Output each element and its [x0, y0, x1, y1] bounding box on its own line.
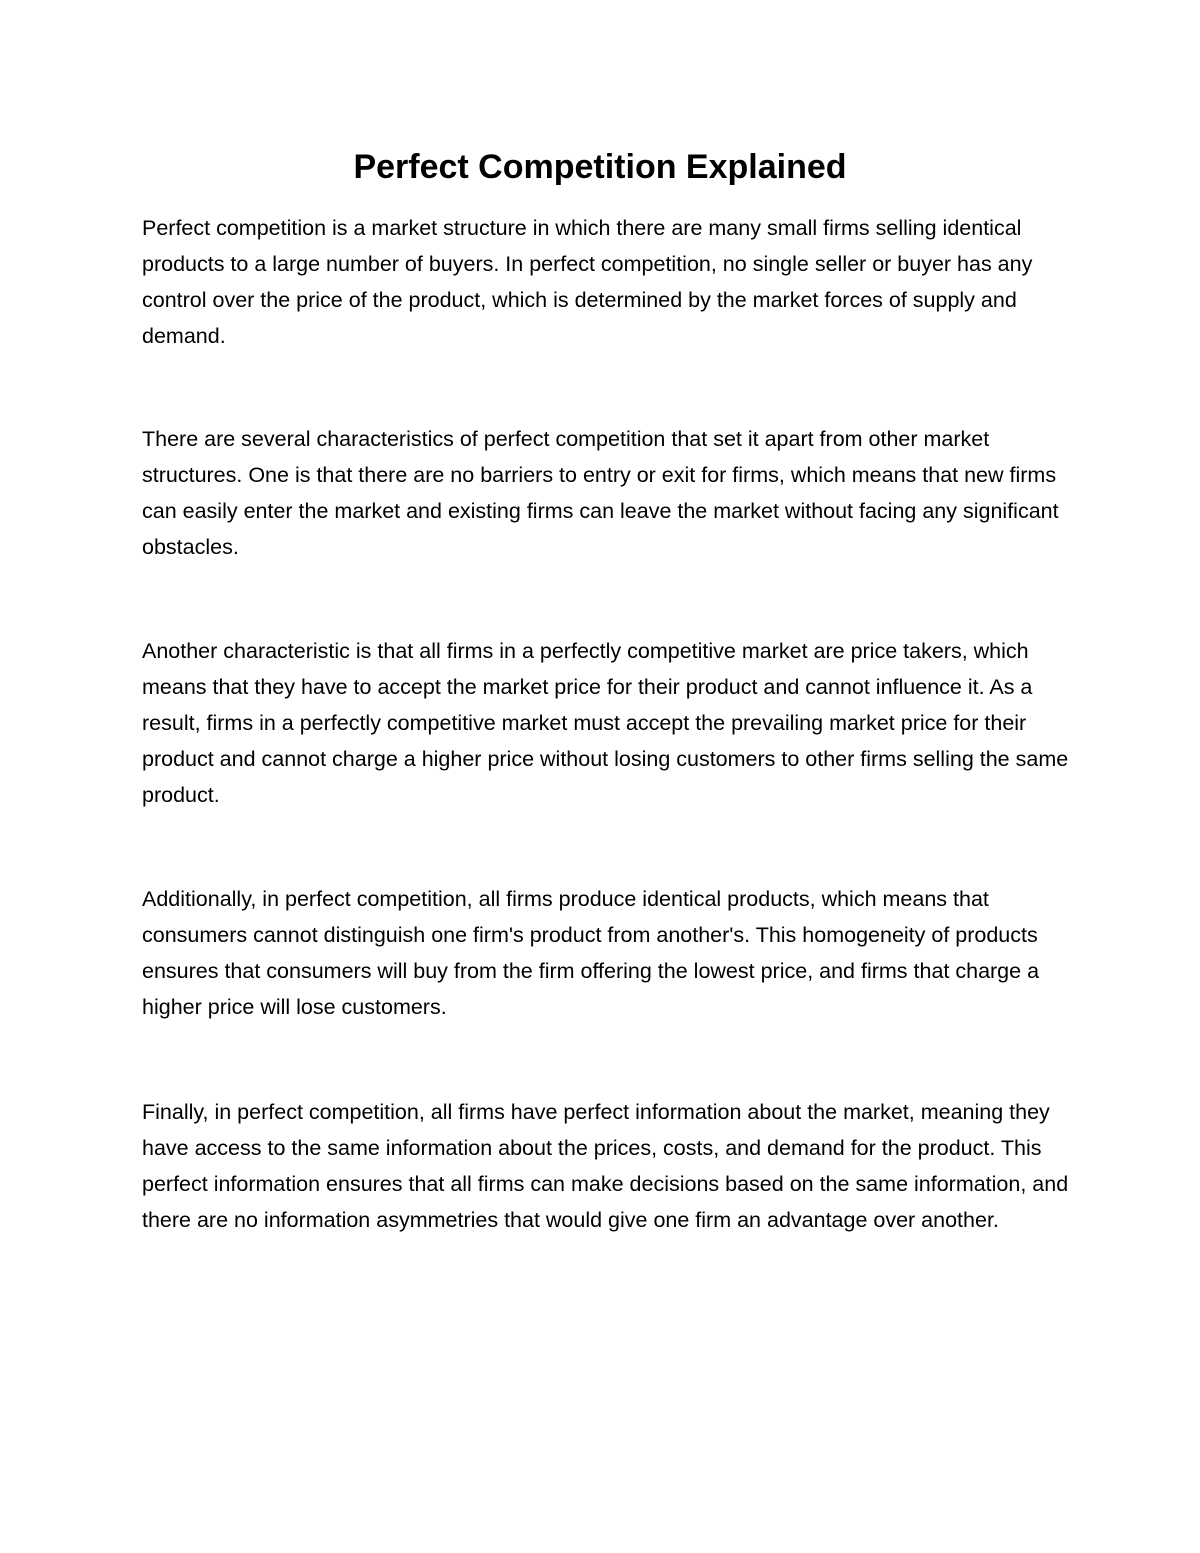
paragraph-perfect-information: Finally, in perfect competition, all firms have perfect information about the market, meaning they have access to the same information about the prices, costs, and demand for the product. This perfect information ensures that all firms can make decisions based on the same information, and there are no information asymmetries that would give one firm an advantage over another.: [142, 1100, 1069, 1232]
document-title: Perfect Competition Explained: [353, 148, 847, 186]
paragraph-identical-products: Additionally, in perfect competition, all firms produce identical products, which means that consumers cannot distinguish one firm's product from another's. This homogeneity of products ensures that consumers will buy from the firm offering the lowest price, and firms that charge a higher price will lose customers.: [142, 887, 1040, 1019]
paragraph-price-takers: Another characteristic is that all firms in a perfectly competitive market are price takers, which means that they have to accept the market price for their product and cannot influence it. As a result, firms in a perfectly competitive market must accept the prevailing market price for their product and cannot charge a higher price without losing customers to other firms selling the same product.: [142, 639, 1069, 807]
paragraph-intro: Perfect competition is a market structure in which there are many small firms selling identical products to a large number of buyers. In perfect competition, no single seller or buyer has any control over the price of the product, which is determined by the market forces of supply and demand.: [142, 216, 1033, 348]
paragraph-barriers: There are several characteristics of perfect competition that set it apart from other market structures. One is that there are no barriers to entry or exit for firms, which means that new firms can easily enter the market and existing firms can leave the market without facing any significant obstacles.: [142, 427, 1059, 559]
